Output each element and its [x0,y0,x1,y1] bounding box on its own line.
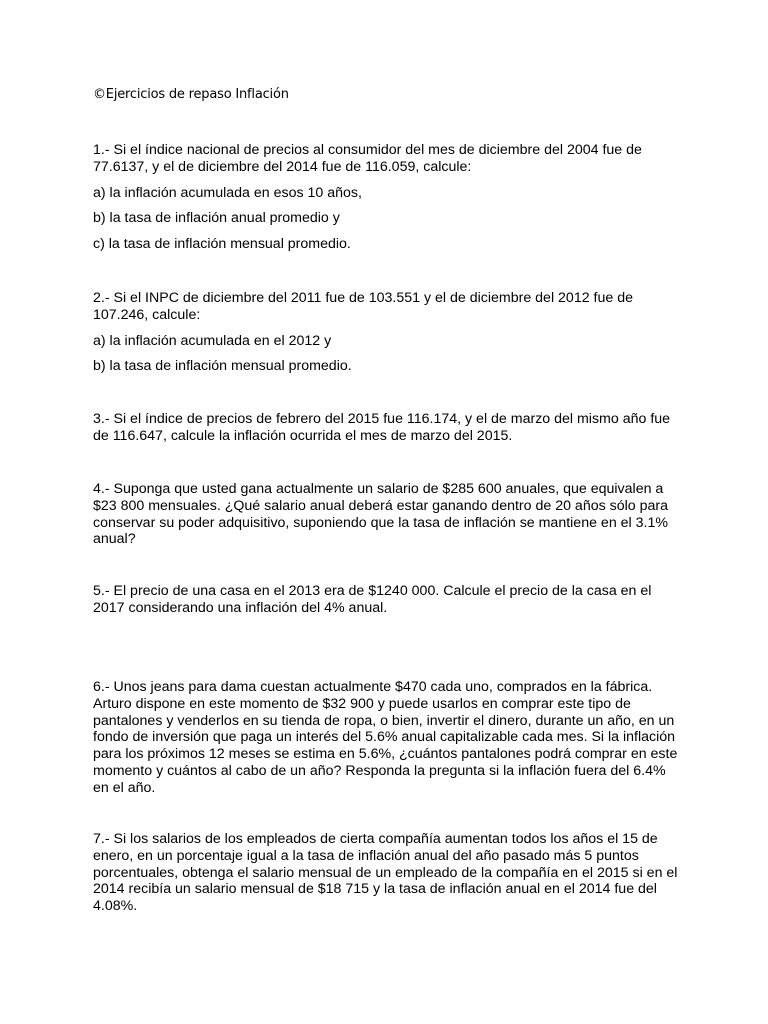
exercise-4 [93,481,683,548]
exercise-2-statement: 2.- Si el INPC de diciembre del 2011 fue de 103.551 y el de diciembre del 2012 fue de 107.246, calcule: [93,290,633,323]
exercise-7 [93,831,683,915]
exercise-1-item-c: c) la tasa de inflación mensual promedio. [93,236,351,253]
exercise-1-item-a: a) la inflación acumulada en esos 10 años, [93,184,362,201]
document-title: ©Ejercicios de repaso Inflación [93,87,289,102]
exercise-1 [93,142,683,253]
exercise-3-statement: 3.- Si el índice de precios de febrero del 2015 fue 116.174, y el de marzo del mismo año fue de 116.647, calcule la inflación ocurrida el mes de marzo del 2015. [93,411,671,444]
exercise-7-statement: 7.- Si los salarios de los empleados de cierta compañía aumentan todos los años el 15 de enero, en un porcentaje igual a la tasa de inflación anual del año pasado más 5 puntos porcentuales, obtenga el salario mensual de un empleado de la compañía en el 2015 si en el 2014 recibía un salario mensual de $18 715 y la tasa de inflación anual en el 2014 fue del 4.08%. [93,831,678,915]
exercise-5-statement: 5.- El precio de una casa en el 2013 era de $1240 000. Calcule el precio de la casa en el 2017 considerando una inflación del 4% anual. [93,583,652,616]
exercise-6-statement: 6.- Unos jeans para dama cuestan actualmente $470 cada uno, comprados en la fábrica. Arturo dispone en este momento de $32 900 y puede usarlos en comprar este tipo de pantalones y venderlos en su tienda de ropa, o bien, invertir el dinero, durante un año, en un fondo de inversión que paga un interés del 5.6% anual capitalizable cada mes. Si la inflación para los próximos 12 meses se estima en 5.6%, ¿cuántos pantalones podrá comprar en este momento y cuántos al cabo de un año? Responda la pregunta si la inflación fuera del 6.4% en el año. [93,679,678,796]
exercise-1-item-b: b) la tasa de inflación anual promedio y [93,210,340,227]
exercise-2 [93,290,683,375]
exercise-6 [93,679,683,797]
exercise-4-statement: 4.- Suponga que usted gana actualmente un salario de $285 600 anuales, que equivalen a $23 800 mensuales. ¿Qué salario anual deberá estar ganando dentro de 20 años sólo para conservar su poder adquisitivo, suponiendo que la tasa de inflación se mantiene en el 3.1% anual? [93,481,668,548]
exercise-2-item-b: b) la tasa de inflación mensual promedio. [93,358,352,375]
exercise-2-item-a: a) la inflación acumulada en el 2012 y [93,332,332,349]
exercise-3 [93,411,683,445]
exercise-1-statement: 1.- Si el índice nacional de precios al consumidor del mes de diciembre del 2004 fue de 77.6137, y el de diciembre del 2014 fue de 116.059, calcule: [93,142,642,175]
exercise-5 [93,583,683,617]
